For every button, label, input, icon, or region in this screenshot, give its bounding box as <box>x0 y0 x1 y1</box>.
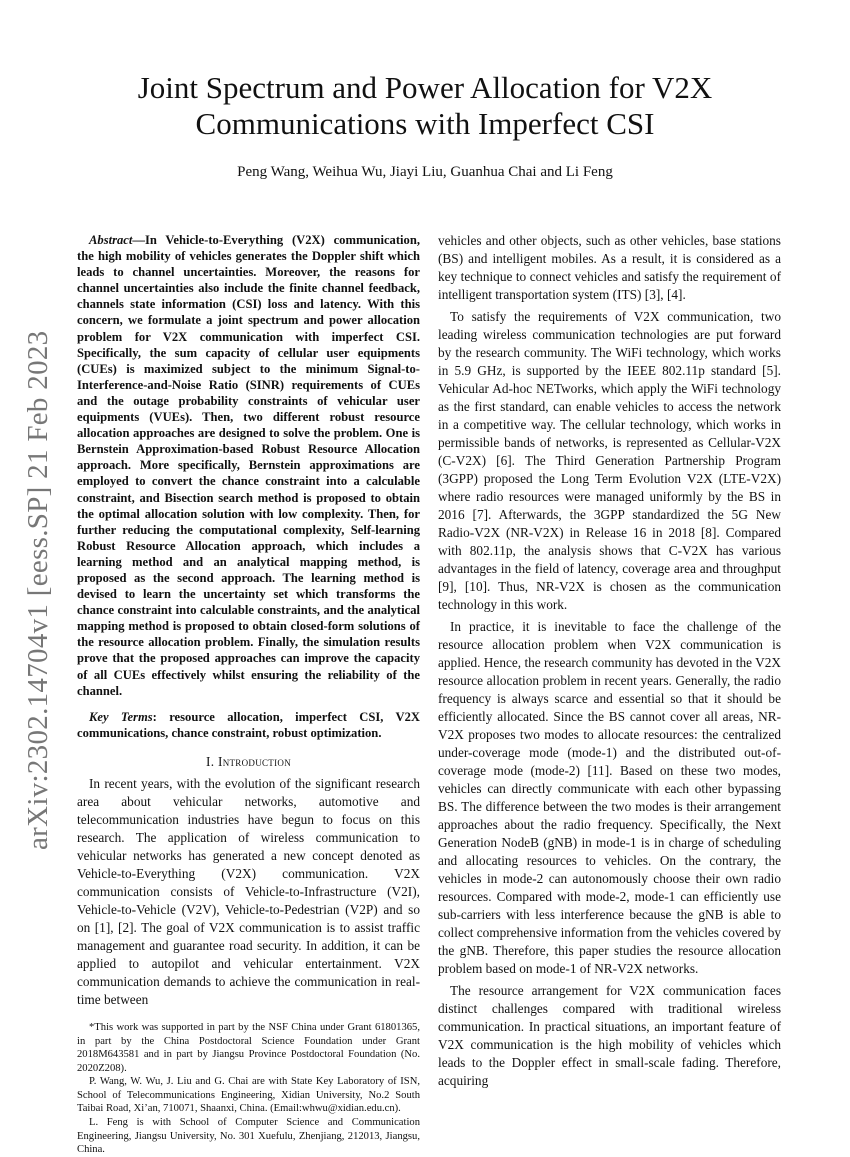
paper-header <box>60 70 790 210</box>
body-paragraph: The resource arrangement for V2X communication faces distinct challenges compared with traditional wireless communication. In practical situations, an important feature of V2X communication is the high mobility of vehicles which leads to the Doppler effect in small-scale fading. Therefore, acquiring <box>438 983 781 1088</box>
footnotes <box>77 1013 420 1157</box>
body-paragraph: vehicles and other objects, such as other vehicles, base stations (BS) and intelligent mobiles. As a result, it is considered as a key technique to connect vehicles and satisfy the requirement of intelligent transportation system (ITS) [3], [4]. <box>438 233 781 302</box>
abstract-label: Abstract <box>89 233 133 247</box>
paper-title: Joint Spectrum and Power Allocation for V2X Communications with Imperfect CSI <box>137 70 713 141</box>
section-heading-introduction: I. Introduction <box>206 753 291 769</box>
footnote-funding: *This work was supported in part by the NSF China under Grant 61801365, in part by the China Postdoctoral Science Foundation under Grant 2018M643581 and in part by Jiangsu Province Postdoctoral Foundation (No. 2020Z208). <box>77 1021 420 1074</box>
footnote-affiliation-2: L. Feng is with School of Computer Science and Communication Engineering, Jiangsu University, No. 301 Xuefulu, Zhenjiang, 212013, Jiangsu, China. <box>77 1117 420 1156</box>
abstract-text: —In Vehicle-to-Everything (V2X) communication, the high mobility of vehicles generates the Doppler shift which leads to channel uncertainties. Moreover, the reasons for channel uncertainties also include the finite channel feedback, channels state information (CSI) loss and latency. With this concern, we formulate a joint spectrum and power allocation problem for V2X communication with imperfect CSI. Specifically, the sum capacity of cellular user equipments (CUEs) is maximized subject to the minimum Signal-to-Interference-and-Noise Ratio (SINR) requirements of CUEs and the outage probability constraints of vehicular user equipments (VUEs). Then, two different robust resource allocation approaches are designed to solve the problem. One is Bernstein Approximation-based Robust Resource Allocation approach. More specifically, Bernstein approximations are employed to convert the chance constraint into a calculable constraint, and Bisection search method is proposed to obtain the optimal allocation solution with low complexity. Then, for further reducing the computational complexity, Self-learning Robust Resource Allocation approach, which includes a learning method and an analytical mapping method, is proposed as the second approach. The learning method is devised to learn the uncertainty set which transforms the chance constraint into calculable constraints, and the analytical mapping method is proposed to obtain closed-form solutions of the resource allocation problem. Finally, the simulation results prove that the proposed approaches can improve the capacity of all CUEs effectively whilst ensuring the reliability of the channel. <box>77 233 420 698</box>
right-column <box>438 232 781 1094</box>
two-column-body <box>77 232 781 1157</box>
abstract <box>77 232 420 699</box>
body-paragraph: In recent years, with the evolution of the significant research area about vehicular networks, automotive and telecommunication industries have begun to focus on this research. The application of wireless communication to vehicular networks has generated a new concept denoted as Vehicle-to-Everything (V2X) communication. V2X communication consists of Vehicle-to-Infrastructure (V2I), Vehicle-to-Vehicle (V2V), Vehicle-to-Pedestrian (V2P) and so on [1], [2]. The goal of V2X communication is to assist traffic management and guarantee road security. In addition, it can be applied to autopilot and vehicular entertainment. V2X communication demands to achieve the communication in real-time between <box>77 775 420 1007</box>
key-terms-label: Key Terms <box>89 709 153 724</box>
arxiv-identifier-stamp: arXiv:2302.14704v1 [eess.SP] 21 Feb 2023 <box>22 330 54 850</box>
author-list: Peng Wang, Weihua Wu, Jiayi Liu, Guanhua Chai and Li Feng <box>237 164 613 180</box>
key-terms <box>77 709 420 741</box>
left-column <box>77 232 420 1157</box>
key-terms-text: : resource allocation, imperfect CSI, V2X communications, chance constraint, robust optimization. <box>77 709 421 740</box>
footnote-affiliation-1: P. Wang, W. Wu, J. Liu and G. Chai are with State Key Laboratory of ISN, School of Telecommunications Engineering, Xidian University, No.2 South Taibai Road, Xi’an, 710071, Shaanxi, China. (Email:whwu@xidian.edu.cn). <box>77 1076 420 1115</box>
body-paragraph: In practice, it is inevitable to face the challenge of the resource allocation problem when V2X communication is applied. Hence, the research community has devoted in the V2X resource allocation problem in recent years. Generally, the radio frequency is always scarce and essential so that it should be efficiently allocated. Since the BS cannot cover all areas, NR-V2X proposes two modes to allocate resources: the centralized under-coverage mode (mode-1) and the distributed out-of-coverage mode (mode-2) [11]. Based on these two modes, vehicles can directly communicate with each other bypassing BS. The difference between the two modes is their arrangement approaches about the radio frequency. Specifically, the Next Generation NodeB (gNB) in mode-1 is in charge of scheduling and allocating resources to vehicles. On the contrary, the vehicles in mode-2 can autonomously choose their own radio resources. Compared with mode-2, mode-1 can efficiently use sub-carriers with less interference because the gNB is able to collect comprehensive information from the vehicles covered by the gNB. Therefore, this paper studies the resource allocation problem based on mode-1 of NR-V2X networks. <box>438 619 782 976</box>
body-paragraph: To satisfy the requirements of V2X communication, two leading wireless communication technologies are put forward by the research community. The WiFi technology, which works in 5.9 GHz, is supported by the IEEE 802.11p standard [5]. Vehicular Ad-hoc NETworks, which apply the WiFi technology as the first standard, can enable vehicles to access the network in a competitive way. The cellular technology, which works in permissible bands of networks, is represented as Cellular-V2X (C-V2X) [6]. The Third Generation Partnership Program (3GPP) proposed the Long Term Evolution V2X (LTE-V2X) where radio resources were managed uniformly by the BS in 2016 [7]. Afterwards, the 3GPP standardized the 5G New Radio-V2X (NR-V2X) in Release 16 in 2018 [8]. Compared with 802.11p, the analysis shows that C-V2X has various advantages in the field of latency, coverage area and throughput [9], [10]. Thus, NR-V2X is chosen as the communication technology in this work. <box>438 309 781 612</box>
